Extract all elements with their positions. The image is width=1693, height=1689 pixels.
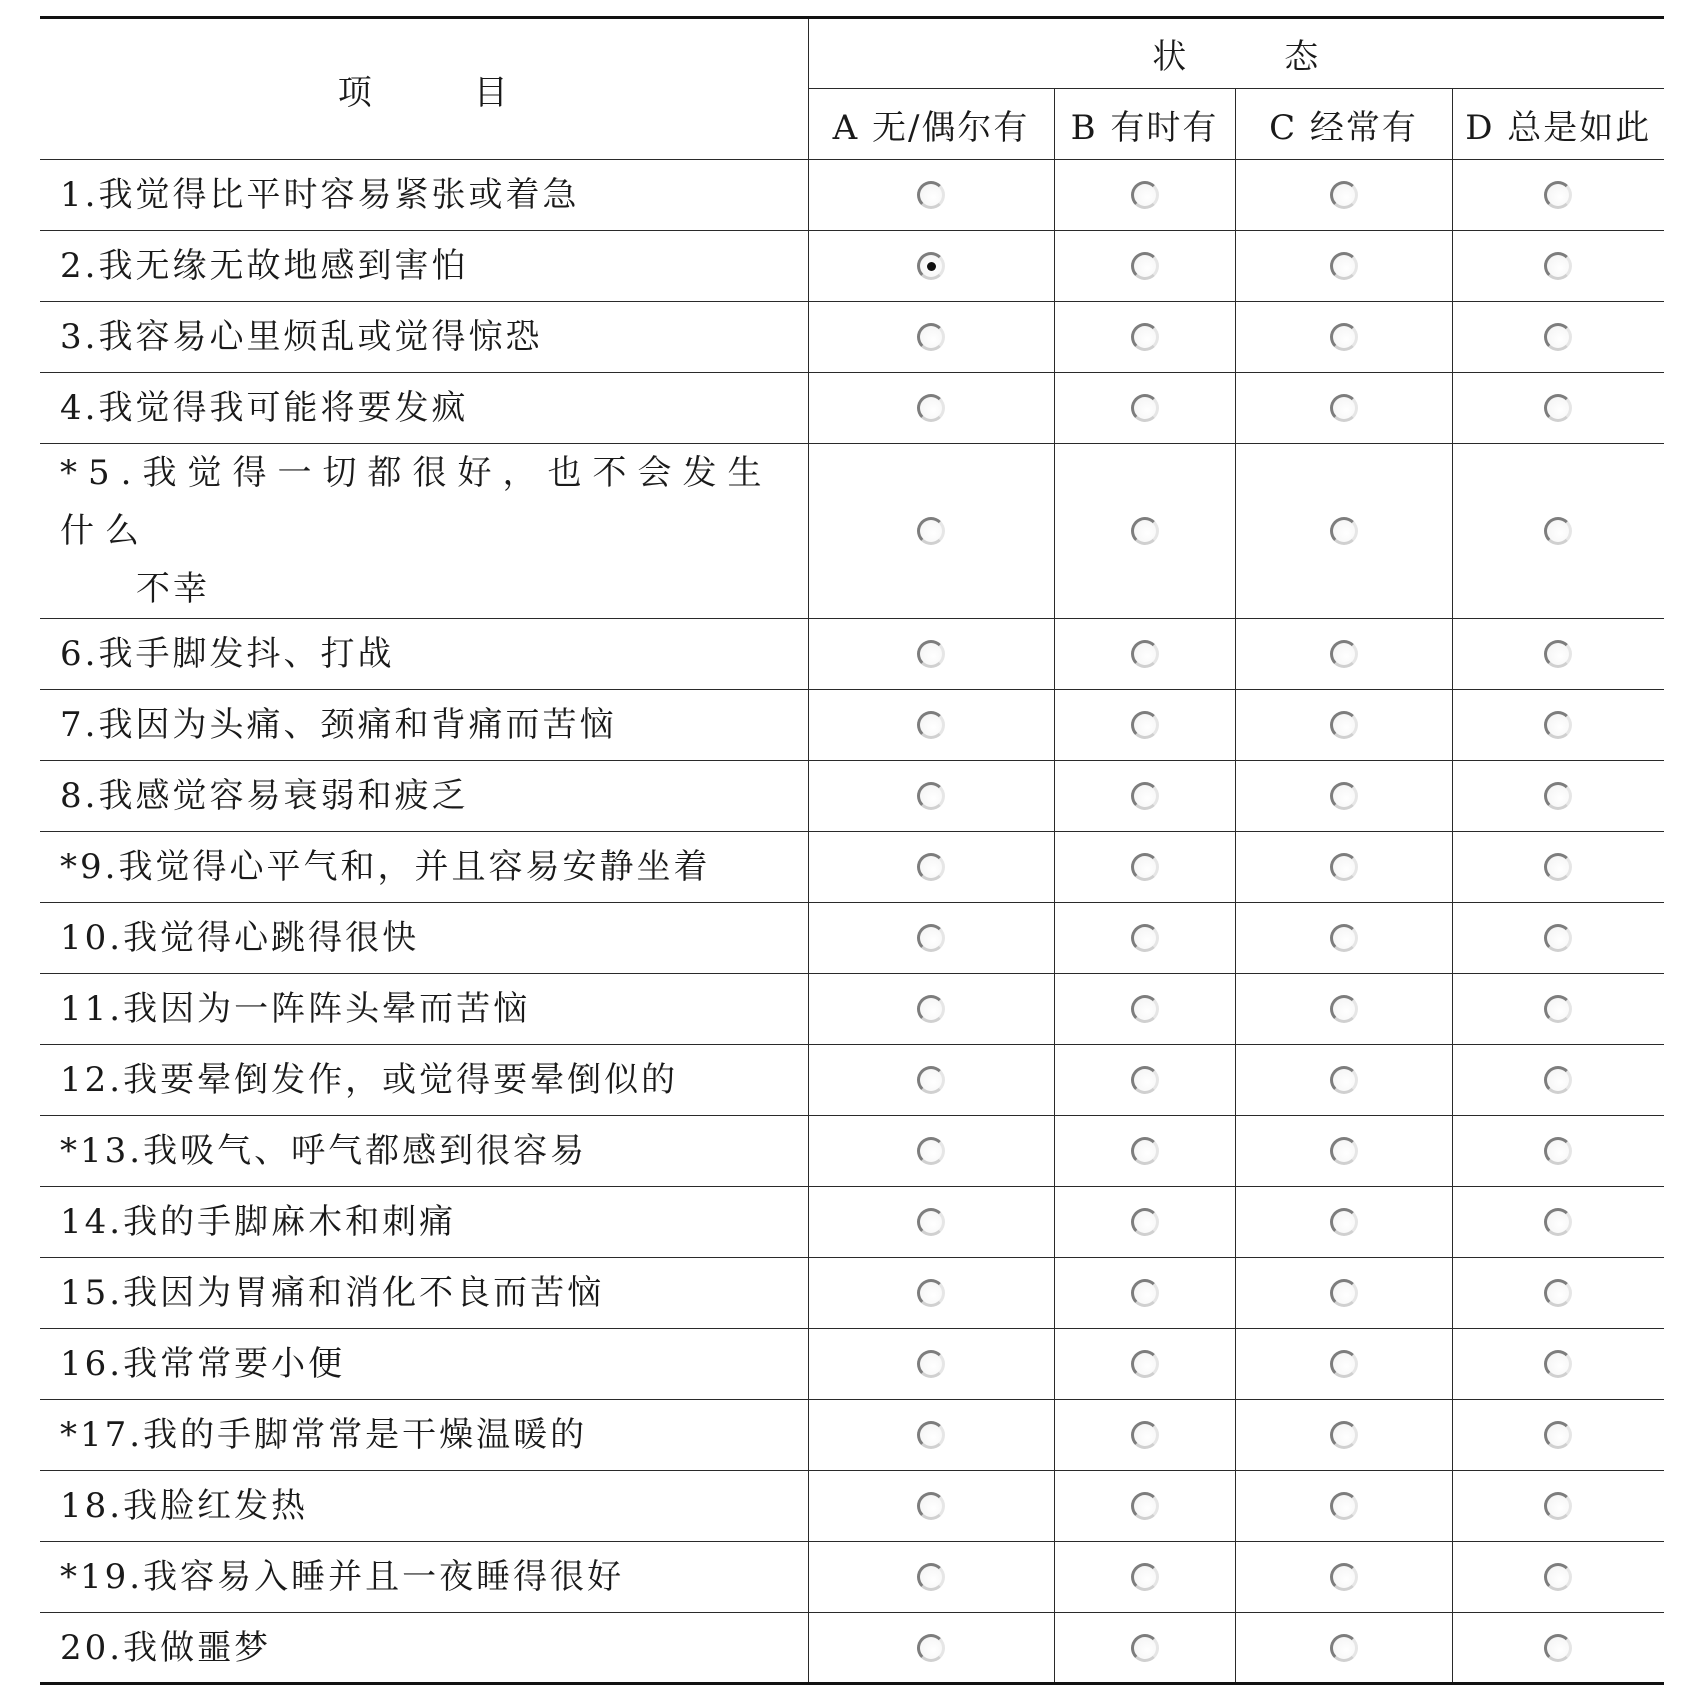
radio-option-b[interactable]	[1131, 1563, 1159, 1591]
option-cell-d	[1452, 231, 1664, 302]
option-cell-a	[808, 1187, 1054, 1258]
item-text: 4.我觉得我可能将要发疯	[60, 388, 469, 428]
option-cell-d	[1452, 1542, 1664, 1613]
option-cell-a	[808, 1258, 1054, 1329]
table-row	[40, 1329, 1664, 1400]
item-text-cell	[40, 1329, 808, 1400]
option-cell-a	[808, 302, 1054, 373]
radio-option-a[interactable]	[917, 1279, 945, 1307]
option-cell-b	[1054, 1116, 1235, 1187]
radio-option-a[interactable]	[917, 995, 945, 1023]
option-cell-d	[1452, 832, 1664, 903]
radio-option-c[interactable]	[1330, 995, 1358, 1023]
radio-option-b[interactable]	[1131, 782, 1159, 810]
item-text: *5.我觉得一切都很好，也不会发生什么	[60, 453, 773, 551]
option-cell-c	[1235, 1542, 1452, 1613]
radio-option-d[interactable]	[1544, 995, 1572, 1023]
item-text: 18.我脸红发热	[60, 1486, 309, 1526]
table-row	[40, 1613, 1664, 1684]
table-row	[40, 1542, 1664, 1613]
option-cell-a	[808, 1116, 1054, 1187]
option-cell-d	[1452, 1258, 1664, 1329]
option-header-d: D 总是如此	[1452, 89, 1664, 160]
radio-option-b[interactable]	[1131, 640, 1159, 668]
item-text: 15.我因为胃痛和消化不良而苦恼	[60, 1273, 605, 1313]
table-row	[40, 1045, 1664, 1116]
radio-option-a[interactable]	[917, 711, 945, 739]
option-cell-c	[1235, 1400, 1452, 1471]
column-header-states	[808, 18, 1664, 89]
radio-option-a[interactable]	[917, 1208, 945, 1236]
radio-option-b[interactable]	[1131, 517, 1159, 545]
item-text: *9.我觉得心平气和，并且容易安静坐着	[60, 847, 711, 887]
item-text-cell	[40, 373, 808, 444]
item-text-cell	[40, 690, 808, 761]
states-header-char-2: 态	[1284, 37, 1321, 77]
option-cell-d	[1452, 1329, 1664, 1400]
radio-option-c[interactable]	[1330, 1279, 1358, 1307]
radio-option-b[interactable]	[1131, 995, 1159, 1023]
table-row	[40, 974, 1664, 1045]
table-row	[40, 302, 1664, 373]
option-cell-b	[1054, 974, 1235, 1045]
option-cell-c	[1235, 903, 1452, 974]
option-cell-d	[1452, 1187, 1664, 1258]
option-cell-c	[1235, 974, 1452, 1045]
option-cell-c	[1235, 160, 1452, 231]
table-row	[40, 1187, 1664, 1258]
radio-option-d[interactable]	[1544, 394, 1572, 422]
table-row	[40, 160, 1664, 231]
item-text: 3.我容易心里烦乱或觉得惊恐	[60, 317, 543, 357]
radio-option-d[interactable]	[1544, 1634, 1572, 1662]
option-cell-a	[808, 1613, 1054, 1684]
item-text: 2.我无缘无故地感到害怕	[60, 246, 469, 286]
radio-option-d[interactable]	[1544, 517, 1572, 545]
option-cell-b	[1054, 619, 1235, 690]
item-text-cell	[40, 302, 808, 373]
option-cell-b	[1054, 832, 1235, 903]
radio-option-d[interactable]	[1544, 181, 1572, 209]
item-text: 7.我因为头痛、颈痛和背痛而苦恼	[60, 705, 617, 745]
radio-option-a[interactable]	[917, 1421, 945, 1449]
option-cell-b	[1054, 1471, 1235, 1542]
option-cell-a	[808, 1400, 1054, 1471]
item-text-cell	[40, 761, 808, 832]
radio-option-d[interactable]	[1544, 1563, 1572, 1591]
option-cell-d	[1452, 761, 1664, 832]
option-cell-c	[1235, 1329, 1452, 1400]
table-row	[40, 1258, 1664, 1329]
table-row	[40, 761, 1664, 832]
option-cell-b	[1054, 160, 1235, 231]
radio-option-a[interactable]	[917, 252, 945, 280]
option-cell-b	[1054, 1613, 1235, 1684]
option-cell-c	[1235, 690, 1452, 761]
option-cell-a	[808, 444, 1054, 619]
item-text: 11.我因为一阵阵头晕而苦恼	[60, 989, 531, 1029]
radio-option-a[interactable]	[917, 1137, 945, 1165]
radio-option-d[interactable]	[1544, 1208, 1572, 1236]
item-text: 8.我感觉容易衰弱和疲乏	[60, 776, 469, 816]
option-cell-b	[1054, 761, 1235, 832]
option-cell-a	[808, 974, 1054, 1045]
option-cell-b	[1054, 302, 1235, 373]
option-header-a: A 无/偶尔有	[808, 89, 1054, 160]
item-header-char-2: 目	[473, 72, 510, 113]
states-header-char-1: 状	[1152, 37, 1189, 77]
radio-option-b[interactable]	[1131, 252, 1159, 280]
item-text-cell	[40, 1258, 808, 1329]
item-text-cell	[40, 974, 808, 1045]
option-cell-b	[1054, 1329, 1235, 1400]
radio-option-b[interactable]	[1131, 1137, 1159, 1165]
item-text: 1.我觉得比平时容易紧张或着急	[60, 175, 580, 215]
radio-option-b[interactable]	[1131, 1492, 1159, 1520]
radio-option-c[interactable]	[1330, 640, 1358, 668]
item-text: 16.我常常要小便	[60, 1344, 346, 1384]
radio-option-b[interactable]	[1131, 323, 1159, 351]
option-cell-a	[808, 1542, 1054, 1613]
option-cell-c	[1235, 1258, 1452, 1329]
option-cell-c	[1235, 1187, 1452, 1258]
table-row	[40, 619, 1664, 690]
option-cell-c	[1235, 1471, 1452, 1542]
item-text: *17.我的手脚常常是干燥温暖的	[60, 1415, 588, 1455]
option-cell-d	[1452, 974, 1664, 1045]
radio-option-d[interactable]	[1544, 1421, 1572, 1449]
option-cell-b	[1054, 903, 1235, 974]
radio-option-c[interactable]	[1330, 394, 1358, 422]
table-row	[40, 690, 1664, 761]
option-cell-d	[1452, 690, 1664, 761]
option-cell-a	[808, 832, 1054, 903]
table-row	[40, 1471, 1664, 1542]
radio-option-b[interactable]	[1131, 1421, 1159, 1449]
table-row	[40, 903, 1664, 974]
radio-option-d[interactable]	[1544, 1350, 1572, 1378]
table-row	[40, 832, 1664, 903]
option-cell-c	[1235, 373, 1452, 444]
radio-option-c[interactable]	[1330, 1563, 1358, 1591]
radio-option-b[interactable]	[1131, 924, 1159, 952]
radio-option-a[interactable]	[917, 1634, 945, 1662]
radio-option-c[interactable]	[1330, 1350, 1358, 1378]
radio-option-b[interactable]	[1131, 853, 1159, 881]
option-cell-d	[1452, 1045, 1664, 1116]
option-cell-d	[1452, 302, 1664, 373]
option-cell-b	[1054, 444, 1235, 619]
option-cell-c	[1235, 444, 1452, 619]
option-cell-b	[1054, 373, 1235, 444]
radio-option-d[interactable]	[1544, 640, 1572, 668]
table-row	[40, 1400, 1664, 1471]
item-text: 14.我的手脚麻木和刺痛	[60, 1202, 457, 1242]
radio-option-c[interactable]	[1330, 924, 1358, 952]
option-cell-d	[1452, 1471, 1664, 1542]
table-row	[40, 231, 1664, 302]
radio-option-c[interactable]	[1330, 1137, 1358, 1165]
item-text: *13.我吸气、呼气都感到很容易	[60, 1131, 588, 1171]
option-cell-a	[808, 231, 1054, 302]
radio-option-d[interactable]	[1544, 924, 1572, 952]
radio-option-a[interactable]	[917, 517, 945, 545]
radio-option-c[interactable]	[1330, 853, 1358, 881]
option-cell-b	[1054, 231, 1235, 302]
radio-option-d[interactable]	[1544, 1066, 1572, 1094]
option-cell-b	[1054, 1187, 1235, 1258]
radio-option-a[interactable]	[917, 1350, 945, 1378]
item-text-cell	[40, 903, 808, 974]
radio-option-c[interactable]	[1330, 1421, 1358, 1449]
option-cell-a	[808, 1329, 1054, 1400]
item-text-cell	[40, 1613, 808, 1684]
radio-option-d[interactable]	[1544, 711, 1572, 739]
item-text-cell	[40, 1187, 808, 1258]
radio-option-c[interactable]	[1330, 323, 1358, 351]
radio-option-b[interactable]	[1131, 1066, 1159, 1094]
radio-option-d[interactable]	[1544, 853, 1572, 881]
radio-option-a[interactable]	[917, 1066, 945, 1094]
item-text-cell	[40, 1116, 808, 1187]
option-cell-c	[1235, 761, 1452, 832]
item-text-cell	[40, 619, 808, 690]
radio-option-b[interactable]	[1131, 1350, 1159, 1378]
item-text-cell	[40, 832, 808, 903]
option-cell-c	[1235, 832, 1452, 903]
item-text-cell	[40, 1045, 808, 1116]
option-cell-a	[808, 690, 1054, 761]
radio-option-a[interactable]	[917, 924, 945, 952]
option-cell-d	[1452, 903, 1664, 974]
option-cell-c	[1235, 1116, 1452, 1187]
radio-option-a[interactable]	[917, 782, 945, 810]
option-cell-c	[1235, 1045, 1452, 1116]
option-cell-d	[1452, 1116, 1664, 1187]
header-row-top	[40, 18, 1664, 89]
radio-option-c[interactable]	[1330, 782, 1358, 810]
option-cell-a	[808, 1045, 1054, 1116]
radio-option-d[interactable]	[1544, 1492, 1572, 1520]
item-text-continued: 不幸	[136, 569, 210, 609]
radio-option-b[interactable]	[1131, 1279, 1159, 1307]
radio-option-a[interactable]	[917, 394, 945, 422]
option-cell-d	[1452, 1400, 1664, 1471]
option-cell-b	[1054, 1542, 1235, 1613]
option-cell-c	[1235, 619, 1452, 690]
option-header-c: C 经常有	[1235, 89, 1452, 160]
item-text: 10.我觉得心跳得很快	[60, 918, 420, 958]
option-cell-a	[808, 619, 1054, 690]
option-cell-a	[808, 761, 1054, 832]
item-text: 6.我手脚发抖、打战	[60, 634, 395, 674]
questionnaire-table	[40, 16, 1664, 1685]
option-cell-d	[1452, 373, 1664, 444]
table-row	[40, 1116, 1664, 1187]
item-text-cell	[40, 444, 808, 619]
radio-option-d[interactable]	[1544, 1279, 1572, 1307]
item-text-cell	[40, 1471, 808, 1542]
option-cell-d	[1452, 444, 1664, 619]
option-cell-c	[1235, 1613, 1452, 1684]
radio-option-b[interactable]	[1131, 181, 1159, 209]
table-row	[40, 373, 1664, 444]
radio-option-b[interactable]	[1131, 1208, 1159, 1236]
radio-option-a[interactable]	[917, 1492, 945, 1520]
option-cell-a	[808, 903, 1054, 974]
radio-option-a[interactable]	[917, 181, 945, 209]
item-text: 20.我做噩梦	[60, 1627, 272, 1668]
item-text-cell	[40, 1400, 808, 1471]
radio-option-c[interactable]	[1330, 1634, 1358, 1662]
item-text-cell	[40, 160, 808, 231]
item-text-cell	[40, 231, 808, 302]
option-cell-b	[1054, 1400, 1235, 1471]
radio-option-c[interactable]	[1330, 1492, 1358, 1520]
option-cell-b	[1054, 1045, 1235, 1116]
radio-option-d[interactable]	[1544, 323, 1572, 351]
item-header-char-1: 项	[337, 72, 374, 113]
option-cell-d	[1452, 619, 1664, 690]
radio-option-c[interactable]	[1330, 181, 1358, 209]
radio-option-c[interactable]	[1330, 252, 1358, 280]
radio-option-c[interactable]	[1330, 1066, 1358, 1094]
radio-option-d[interactable]	[1544, 1137, 1572, 1165]
option-cell-d	[1452, 1613, 1664, 1684]
radio-option-b[interactable]	[1131, 711, 1159, 739]
option-cell-a	[808, 160, 1054, 231]
radio-option-b[interactable]	[1131, 394, 1159, 422]
radio-option-c[interactable]	[1330, 1208, 1358, 1236]
radio-option-a[interactable]	[917, 853, 945, 881]
option-cell-a	[808, 1471, 1054, 1542]
items-body	[40, 160, 1664, 1684]
radio-option-a[interactable]	[917, 323, 945, 351]
radio-option-d[interactable]	[1544, 252, 1572, 280]
option-cell-d	[1452, 160, 1664, 231]
radio-option-d[interactable]	[1544, 782, 1572, 810]
radio-option-c[interactable]	[1330, 711, 1358, 739]
option-cell-b	[1054, 690, 1235, 761]
table-row	[40, 444, 1664, 619]
item-text-cell	[40, 1542, 808, 1613]
item-text: 12.我要晕倒发作，或觉得要晕倒似的	[60, 1060, 679, 1100]
option-cell-c	[1235, 231, 1452, 302]
radio-option-b[interactable]	[1131, 1634, 1159, 1662]
item-text: *19.我容易入睡并且一夜睡得很好	[60, 1557, 625, 1597]
column-header-item	[40, 18, 808, 160]
option-cell-b	[1054, 1258, 1235, 1329]
radio-option-a[interactable]	[917, 1563, 945, 1591]
option-cell-a	[808, 373, 1054, 444]
option-cell-c	[1235, 302, 1452, 373]
radio-option-a[interactable]	[917, 640, 945, 668]
radio-option-c[interactable]	[1330, 517, 1358, 545]
option-header-b: B 有时有	[1054, 89, 1235, 160]
